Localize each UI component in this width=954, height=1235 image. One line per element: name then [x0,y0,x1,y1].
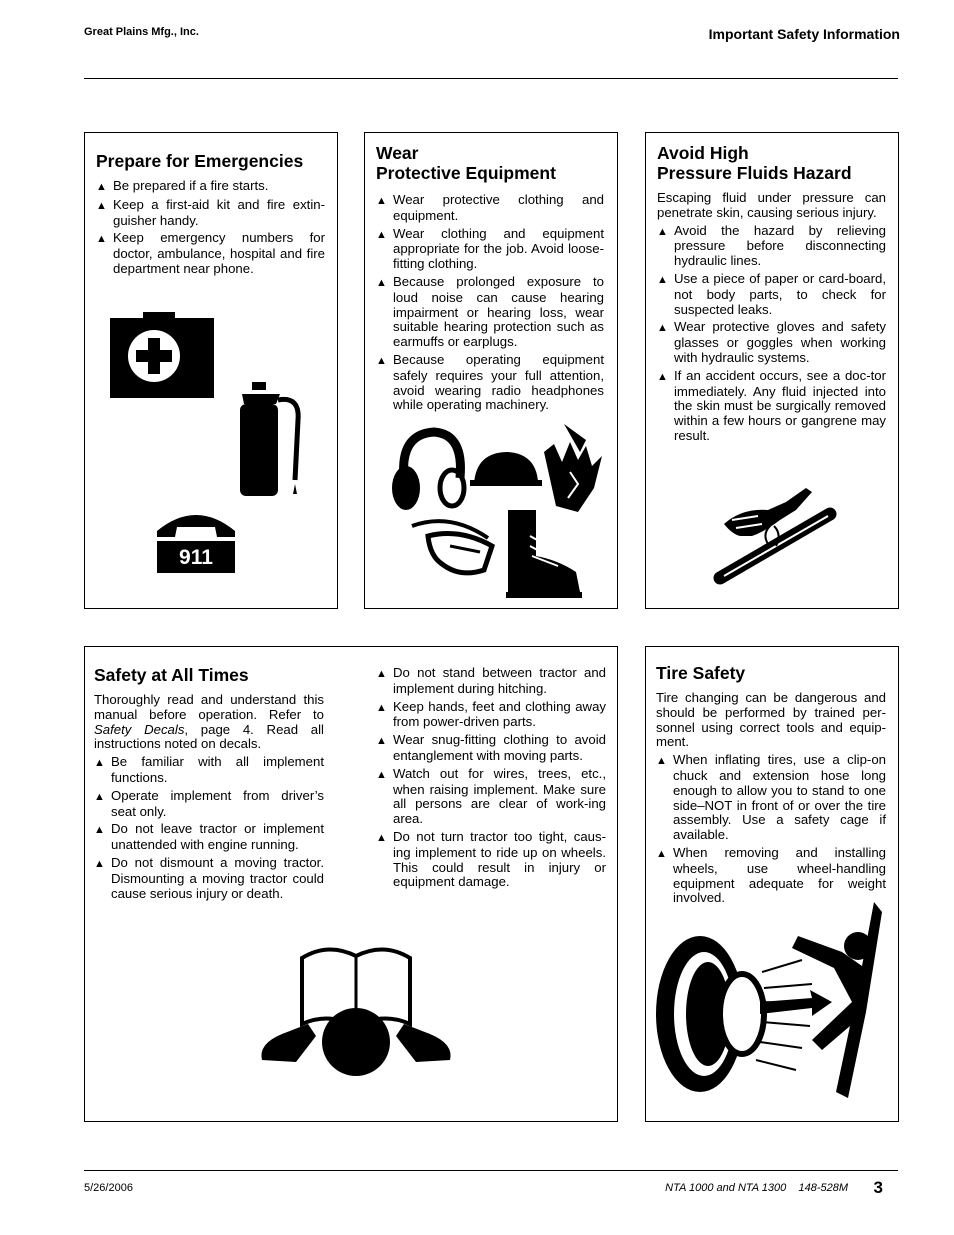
list-item: ▲ Watch out for wires, trees, etc., when raising implement. Make sure all persons are clear of work-ing area. [376,765,606,827]
header-rule [84,78,898,79]
list-item: ▲ Wear protective gloves and safety glasses or goggles when working with hydraulic systems. [657,319,886,365]
bullet-triangle-icon: ▲ [94,857,105,870]
list-item: ▲ Wear protective clothing and equipment. [376,192,604,223]
list-item: ▲ Use a piece of paper or card-board, not body parts, to check for suspected leaks. [657,270,886,317]
list-item: ▲ When removing and installing wheels, use wheel-handling equipment adequate for weight involved. [656,844,886,906]
page-number: 3 [873,1178,883,1197]
tire-title: Tire Safety [656,663,746,683]
list-item: ▲ When inflating tires, use a clip-on chuck and extension hose long enough to allow you to stand to one side–NOT in front of or over the tire assembly. Use a safety cage if available. [656,752,886,843]
safety-list-left [94,755,324,901]
bullet-triangle-icon: ▲ [376,768,387,781]
list-item: ▲ Wear snug-fitting clothing to avoid entanglement with moving parts. [376,732,606,763]
fire-extinguisher-icon [232,380,304,500]
bullet-triangle-icon: ▲ [96,181,107,193]
equipment-title: Wear Protective Equipment [376,143,556,183]
hard-hat-icon [470,448,542,488]
footer-document-id: NTA 1000 and NTA 1300 148-528M [665,1182,848,1194]
bullet-triangle-icon: ▲ [376,276,387,289]
list-item: ▲ Keep a first-aid kit and fire extin-guisher handy. [96,196,325,228]
bullet-triangle-icon: ▲ [656,847,667,860]
phone-911-label: 911 [179,546,213,569]
bullet-triangle-icon: ▲ [657,322,668,335]
earmuffs-icon [390,428,470,518]
safety-goggles-icon [410,516,494,578]
safety-left-column [94,665,324,904]
list-item: ▲ Keep hands, feet and clothing away from power-driven parts. [376,698,606,730]
list-item: ▲ Do not leave tractor or implement unattended with engine running. [94,821,324,853]
safety-list-right [376,666,606,890]
list-item: ▲ Because prolonged exposure to loud noise can cause hearing impairment or hearing loss, wear suitable hearing protection such as earmuffs or earplugs. [376,273,604,350]
safety-intro: Thoroughly read and understand this manual before operation. Refer to Safety Decals, page 4. Read all instructions noted on decals. [94,692,324,752]
equipment-list [376,193,604,413]
list-item: ▲ Keep emergency numbers for doctor, ambulance, hospital and fire department near phone. [96,230,325,276]
list-item: ▲ Be prepared if a fire starts. [96,178,269,193]
fluids-list [657,224,886,444]
tire-list [656,753,886,906]
list-item: ▲ Be familiar with all implement functions. [94,754,324,785]
bullet-triangle-icon: ▲ [94,824,105,837]
first-aid-kit-icon [108,310,218,400]
bullet-triangle-icon: ▲ [376,831,387,844]
bullet-triangle-icon: ▲ [657,225,668,238]
tire-intro: Tire changing can be dangerous and should be performed by trained per-sonnel using correct tools and equip-ment. [656,690,886,750]
bullet-triangle-icon: ▲ [376,668,387,680]
person-reading-manual-icon [258,940,454,1074]
bullet-triangle-icon: ▲ [376,195,387,207]
company-name: Great Plains Mfg., Inc. [84,26,199,38]
bullet-triangle-icon: ▲ [657,370,668,383]
list-item: ▲ Do not turn tractor too tight, caus-ing implement to ride up on wheels. This could result in injury or equipment damage. [376,828,606,890]
bullet-triangle-icon: ▲ [94,757,105,770]
emergencies-title: Prepare for Emergencies [96,151,304,171]
safety-title: Safety at All Times [94,665,249,685]
footer-date: 5/26/2006 [84,1182,133,1194]
list-item: ▲ Avoid the hazard by relieving pressure before disconnecting hydraulic lines. [657,222,886,269]
list-item: ▲ If an accident occurs, see a doc-tor immediately. Any fluid injected into the skin must be surgically removed within a few hours or gangrene may result. [657,367,886,443]
emergencies-list [96,179,325,277]
bullet-triangle-icon: ▲ [94,790,105,803]
list-item: ▲ Operate implement from driver’s seat only. [94,787,324,819]
bullet-triangle-icon: ▲ [96,233,107,246]
bullet-triangle-icon: ▲ [657,273,668,286]
bullet-triangle-icon: ▲ [656,755,667,768]
bullet-triangle-icon: ▲ [376,354,387,367]
list-item: ▲ Do not stand between tractor and implement during hitching. [376,665,606,696]
safety-right-column [376,666,606,893]
section-title: Important Safety Information [708,26,900,42]
hydraulic-injection-hand-icon [712,486,838,588]
bullet-triangle-icon: ▲ [376,735,387,748]
bullet-triangle-icon: ▲ [376,701,387,714]
list-item: ▲ Because operating equipment safely requires your full attention, avoid wearing radio headphones while operating machinery. [376,351,604,413]
list-item: ▲ Do not dismount a moving tractor. Dismounting a moving tractor could cause serious injury or death. [94,854,324,901]
gloves-icon [540,422,606,514]
list-item: ▲ Wear clothing and equipment appropriate for the job. Avoid loose-fitting clothing. [376,225,604,272]
tire-explosion-icon [652,902,886,1108]
fluids-title: Avoid High Pressure Fluids Hazard [657,143,852,183]
bullet-triangle-icon: ▲ [376,228,387,241]
footer-rule [84,1170,898,1171]
fluids-intro: Escaping fluid under pressure can penetrate skin, causing serious injury. [657,190,886,220]
work-boot-icon [500,506,584,602]
bullet-triangle-icon: ▲ [96,199,107,212]
